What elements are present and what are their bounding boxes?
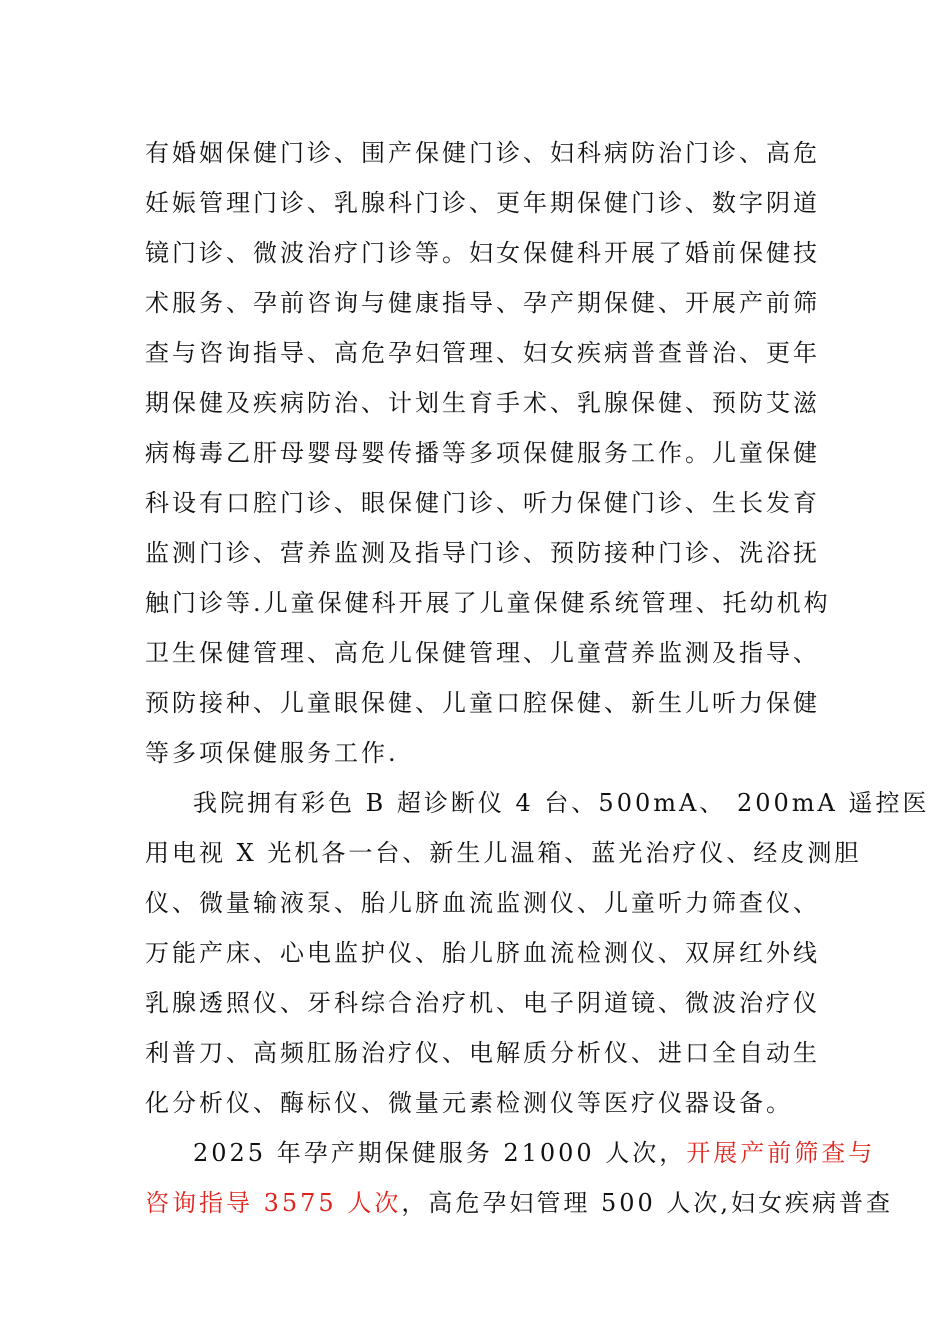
- text-line: 术服务、孕前咨询与健康指导、孕产期保健、开展产前筛: [145, 289, 820, 317]
- text-line: 期保健及疾病防治、计划生育手术、乳腺保健、预防艾滋: [145, 389, 820, 417]
- text-line: 妊娠管理门诊、乳腺科门诊、更年期保健门诊、数字阴道: [145, 189, 820, 217]
- text-line: 触门诊等.儿童保健科开展了儿童保健系统管理、托幼机构: [145, 589, 831, 617]
- text-line: [145, 1128, 876, 1178]
- text-line: 监测门诊、营养监测及指导门诊、预防接种门诊、洗浴抚: [145, 539, 820, 567]
- stat-text: 2025 年孕产期保健服务 21000 人次，: [193, 1139, 687, 1167]
- highlighted-text: 开展产前筛查与: [686, 1139, 876, 1167]
- stat-text: ，高危孕妇管理 500 人次,妇女疾病普查: [401, 1189, 894, 1217]
- document-body: [145, 128, 930, 1228]
- text-line: 预防接种、儿童眼保健、儿童口腔保健、新生儿听力保健: [145, 689, 820, 717]
- text-line: 乳腺透照仪、牙科综合治疗机、电子阴道镜、微波治疗仪: [145, 989, 820, 1017]
- text-line: 科设有口腔门诊、眼保健门诊、听力保健门诊、生长发育: [145, 489, 820, 517]
- text-line: 用电视 X 光机各一台、新生儿温箱、蓝光治疗仪、经皮测胆: [145, 839, 862, 867]
- paragraph-statistics: [145, 1128, 894, 1228]
- text-line: 我院拥有彩色 B 超诊断仪 4 台、500mA、 200mA 遥控医: [193, 789, 930, 817]
- text-line: 等多项保健服务工作.: [145, 739, 399, 767]
- text-line: 镜门诊、微波治疗门诊等。妇女保健科开展了婚前保健技: [145, 239, 820, 267]
- text-line: [145, 1178, 894, 1228]
- text-line: 有婚姻保健门诊、围产保健门诊、妇科病防治门诊、高危: [145, 139, 820, 167]
- text-line: 化分析仪、酶标仪、微量元素检测仪等医疗仪器设备。: [145, 1089, 793, 1117]
- text-line: 查与咨询指导、高危孕妇管理、妇女疾病普查普治、更年: [145, 339, 820, 367]
- text-line: 卫生保健管理、高危儿保健管理、儿童营养监测及指导、: [145, 639, 820, 667]
- paragraph-equipment: [145, 778, 930, 1128]
- text-line: 仪、微量输液泵、胎儿脐血流监测仪、儿童听力筛查仪、: [145, 889, 820, 917]
- text-line: 利普刀、高频肛肠治疗仪、电解质分析仪、进口全自动生: [145, 1039, 820, 1067]
- text-line: 万能产床、心电监护仪、胎儿脐血流检测仪、双屏红外线: [145, 939, 820, 967]
- highlighted-text: 咨询指导 3575 人次: [145, 1189, 402, 1217]
- text-line: 病梅毒乙肝母婴母婴传播等多项保健服务工作。儿童保健: [145, 439, 820, 467]
- paragraph-clinics-services: [145, 128, 831, 778]
